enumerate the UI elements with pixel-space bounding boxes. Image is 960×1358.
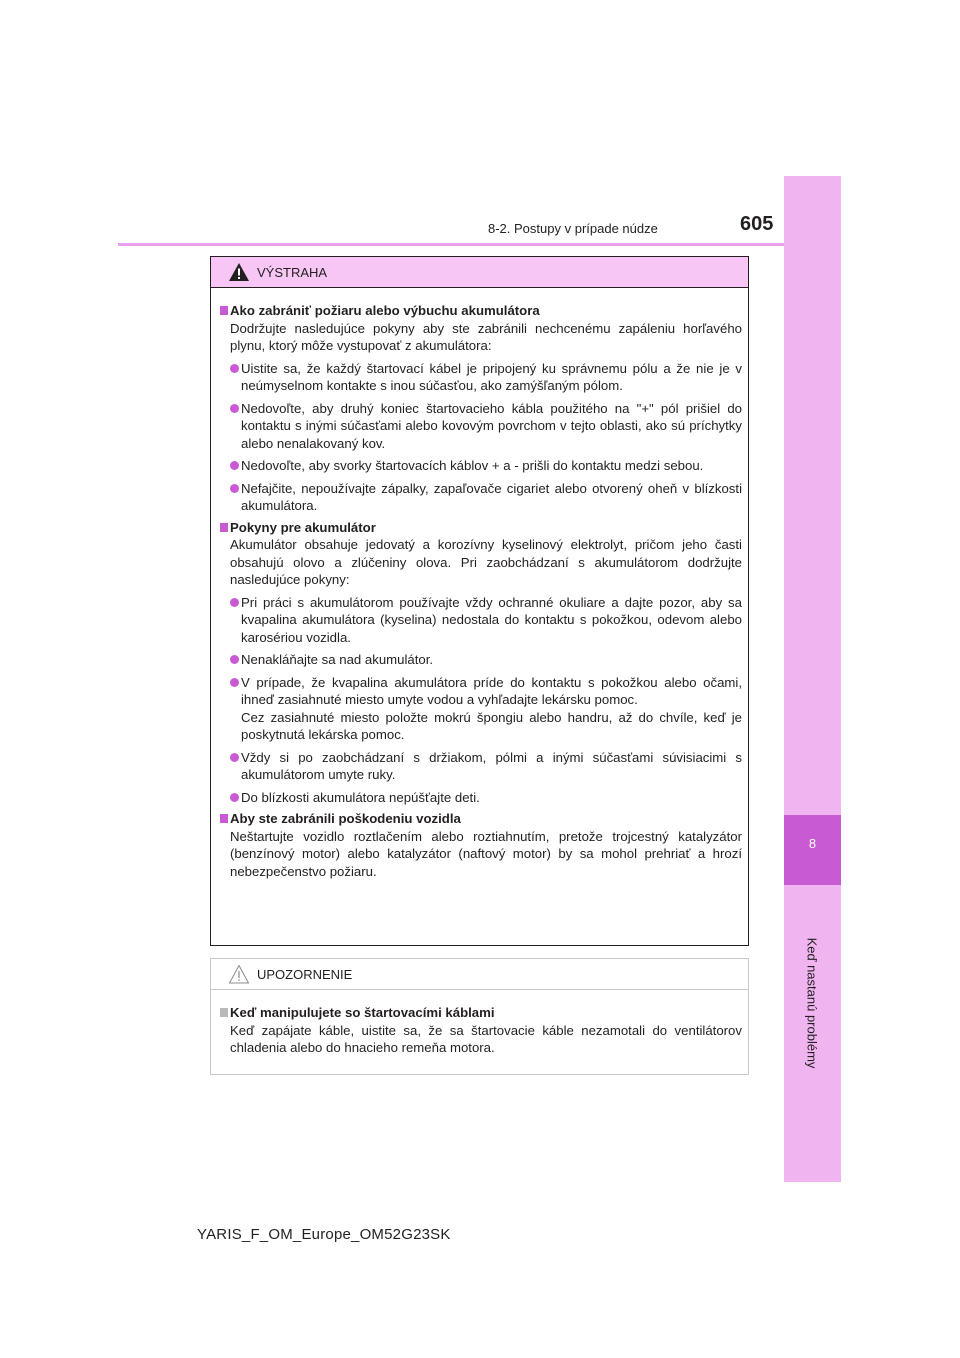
dot-bullet-icon — [230, 753, 239, 762]
list-item — [220, 651, 742, 669]
list-item-text: Nedovoľte, aby druhý koniec štartovacieho kábla použitého na "+" pól prišiel do kontaktu s inými súčasťami alebo kovovým povrchom v tejto oblasti, ako sú príchytky alebo nenalakovaný kov. — [241, 400, 742, 451]
paragraph: Keď zapájate káble, uistite sa, že sa štartovacie káble nezamotali do ventilátorov chladenia alebo do hnacieho remeňa motora. — [230, 1022, 742, 1055]
square-bullet-icon — [220, 1008, 228, 1017]
list-item-text: Nenakláňajte sa nad akumulátor. — [241, 652, 434, 667]
warning-triangle-icon — [228, 262, 250, 282]
warning-label: VÝSTRAHA — [257, 265, 328, 280]
section-heading-text: Ako zabrániť požiaru alebo výbuchu akumulátora — [230, 303, 540, 318]
list-item-text: V prípade, že kvapalina akumulátora príde do kontaktu s pokožkou alebo očami, ihneď zasiahnuté miesto umyte vodou a vyhľadajte lekársku pomoc. — [241, 674, 742, 707]
notice-content — [211, 990, 748, 1057]
section-heading — [220, 302, 742, 320]
list-item-text: Pri práci s akumulátorom používajte vždy ochranné okuliare a dajte pozor, aby sa kvapalina akumulátora (kyselina) nedostala do kontaktu s pokožkou, odevom alebo karosériou vozidla. — [241, 594, 742, 645]
notice-box — [210, 958, 749, 1075]
dot-bullet-icon — [230, 484, 239, 493]
list-item-text: Nefajčite, nepoužívajte zápalky, zapaľovače cigariet alebo otvorený oheň v blízkosti akumulátora. — [241, 480, 742, 513]
list-item — [220, 457, 742, 475]
list-item — [220, 400, 742, 453]
list-item — [220, 789, 742, 807]
paragraph: Dodržujte nasledujúce pokyny aby ste zabránili nechcenému zapáleniu horľavého plynu, ktorý môže vystupovať z akumulátora: — [230, 320, 742, 353]
document-code: YARIS_F_OM_Europe_OM52G23SK — [197, 1226, 451, 1243]
notice-label: UPOZORNENIE — [257, 967, 353, 982]
section-title: 8-2. Postupy v prípade núdze — [488, 221, 658, 236]
chapter-number-tab — [784, 815, 841, 885]
list-item-text: Uistite sa, že každý štartovací kábel je pripojený ku správnemu pólu a že nie je v neúmyselnom kontakte s inou súčasťou, ako zamýšľaným pólom. — [241, 360, 742, 393]
list-item — [220, 674, 742, 744]
chapter-title: Keď nastanú problémy — [804, 937, 820, 1069]
section-heading — [220, 810, 742, 828]
list-item-text: Nedovoľte, aby svorky štartovacích káblov + a - prišli do kontaktu medzi sebou. — [241, 458, 704, 473]
warning-content — [211, 288, 748, 880]
paragraph: Neštartujte vozidlo roztlačením alebo roztiahnutím, pretože trojcestný katalyzátor (benzínový motor) alebo katalyzátor (naftový motor) by sa mohol prehriať a hrozí nebezpečenstvo požiaru. — [230, 828, 742, 879]
list-item — [220, 360, 742, 395]
warning-box — [210, 256, 749, 946]
list-item-text-extra: Cez zasiahnuté miesto položte mokrú špongiu alebo handru, až do chvíle, keď je poskytnutá lekárska pomoc. — [241, 709, 742, 742]
page-number: 605 — [740, 213, 774, 235]
header-divider — [118, 243, 784, 246]
section-heading-text: Aby ste zabránili poškodeniu vozidla — [230, 811, 461, 826]
list-item-text: Vždy si po zaobchádzaní s držiakom, pólmi a inými súčasťami súvisiacimi s akumulátorom umyte ruky. — [241, 749, 742, 782]
square-bullet-icon — [220, 523, 228, 532]
chapter-number: 8 — [808, 836, 817, 851]
list-item — [220, 749, 742, 784]
square-bullet-icon — [220, 814, 228, 823]
section-heading-text: Keď manipulujete so štartovacími káblami — [230, 1005, 495, 1020]
list-item — [220, 594, 742, 647]
dot-bullet-icon — [230, 655, 239, 664]
warning-header — [211, 257, 748, 288]
list-item — [220, 480, 742, 515]
caution-triangle-icon — [228, 964, 250, 984]
paragraph: Akumulátor obsahuje jedovatý a korozívny kyselinový elektrolyt, pričom jeho časti obsahujú olovo a zlúčeniny olova. Pri zaobchádzaní s akumulátorom dodržujte nasledujúce pokyny: — [230, 537, 742, 587]
dot-bullet-icon — [230, 793, 239, 802]
dot-bullet-icon — [230, 461, 239, 470]
section-heading-text: Pokyny pre akumulátor — [230, 519, 376, 535]
dot-bullet-icon — [230, 404, 239, 413]
section-heading — [220, 519, 742, 537]
section-heading — [220, 1004, 742, 1022]
square-bullet-icon — [220, 306, 228, 315]
dot-bullet-icon — [230, 364, 239, 373]
dot-bullet-icon — [230, 598, 239, 607]
notice-header — [211, 959, 748, 990]
list-item-text: Do blízkosti akumulátora nepúšťajte deti. — [241, 789, 480, 805]
dot-bullet-icon — [230, 678, 239, 687]
